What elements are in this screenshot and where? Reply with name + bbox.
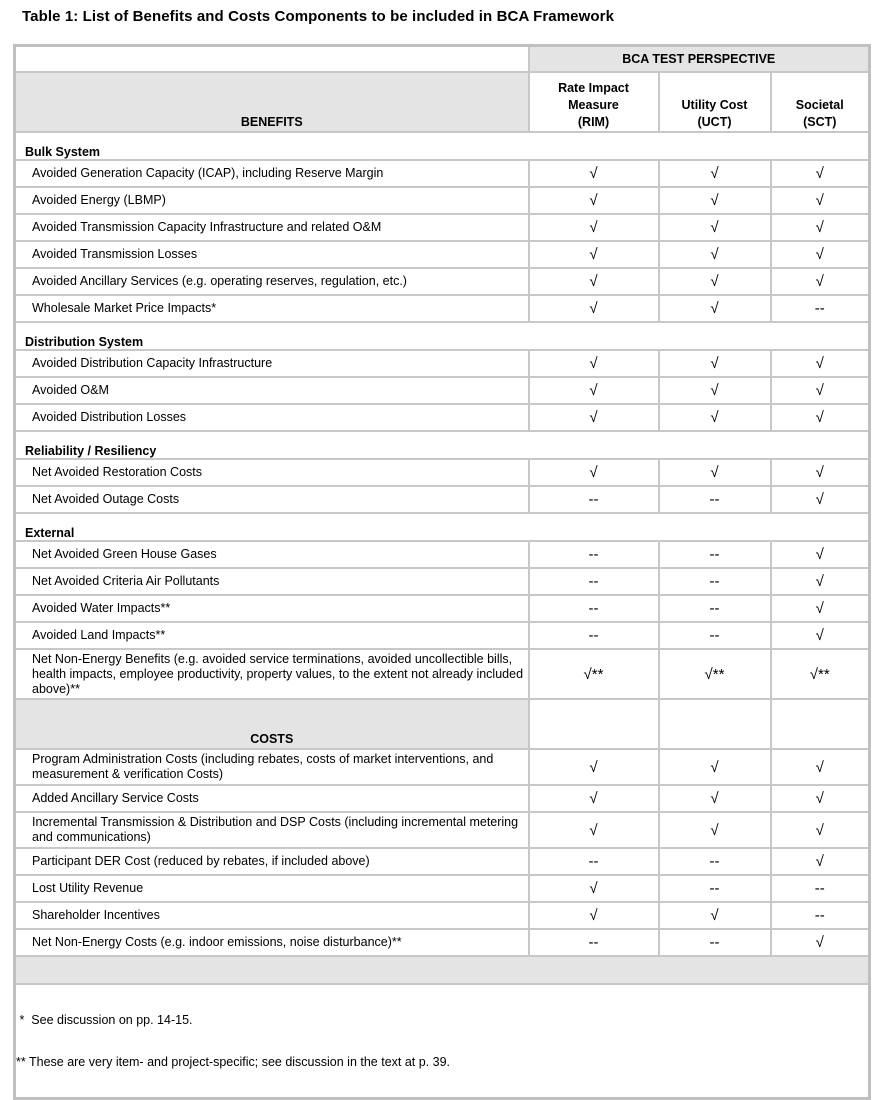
component-label: Participant DER Cost (reduced by rebates, if included above) <box>15 848 529 875</box>
component-label: Net Avoided Criteria Air Pollutants <box>15 568 529 595</box>
check-mark-icon: √ <box>659 812 771 848</box>
check-mark-icon: √ <box>771 785 870 812</box>
component-label: Avoided O&M <box>15 377 529 404</box>
not-applicable-mark: -- <box>659 929 771 956</box>
check-mark-icon: √ <box>529 214 659 241</box>
table-row <box>15 459 870 486</box>
check-mark-icon: √ <box>659 902 771 929</box>
component-label: Avoided Water Impacts** <box>15 595 529 622</box>
not-applicable-mark: -- <box>659 595 771 622</box>
column-header-line: Measure <box>568 98 619 112</box>
component-label: Avoided Transmission Losses <box>15 241 529 268</box>
check-mark-icon: √ <box>659 214 771 241</box>
check-mark-icon: √ <box>659 241 771 268</box>
not-applicable-mark: -- <box>529 595 659 622</box>
check-mark-icon: √ <box>771 486 870 513</box>
check-mark-icon: √ <box>659 350 771 377</box>
not-applicable-mark: -- <box>529 568 659 595</box>
component-label: Lost Utility Revenue <box>15 875 529 902</box>
check-mark-icon: √ <box>529 160 659 187</box>
table-row <box>15 902 870 929</box>
check-mark-icon: √ <box>771 350 870 377</box>
component-label: Avoided Generation Capacity (ICAP), including Reserve Margin <box>15 160 529 187</box>
table-row <box>15 295 870 322</box>
column-header-line: (RIM) <box>577 115 610 129</box>
table-row <box>15 568 870 595</box>
check-mark-icon: √ <box>659 160 771 187</box>
check-mark-icon: √ <box>771 929 870 956</box>
table-row <box>15 377 870 404</box>
column-header-sct <box>771 72 870 132</box>
check-mark-icon: √ <box>771 848 870 875</box>
check-mark-icon: √ <box>659 268 771 295</box>
section-header-row <box>15 322 870 350</box>
table-row <box>15 214 870 241</box>
check-mark-icon: √ <box>659 377 771 404</box>
section-title: External <box>15 513 870 541</box>
component-label: Avoided Transmission Capacity Infrastructure and related O&M <box>15 214 529 241</box>
costs-header: COSTS <box>15 699 529 749</box>
check-mark-icon: √** <box>771 649 870 699</box>
header-blank-cell <box>15 46 529 73</box>
column-header-rim <box>529 72 659 132</box>
not-applicable-mark: -- <box>771 875 870 902</box>
not-applicable-mark: -- <box>659 622 771 649</box>
check-mark-icon: √ <box>771 749 870 785</box>
section-title: Bulk System <box>15 132 870 160</box>
blank-cell <box>529 699 659 749</box>
table-row <box>15 404 870 431</box>
check-mark-icon: √ <box>529 187 659 214</box>
table-row <box>15 160 870 187</box>
check-mark-icon: √ <box>771 459 870 486</box>
check-mark-icon: √ <box>659 459 771 486</box>
component-label: Incremental Transmission & Distribution and DSP Costs (including incremental metering and communications) <box>15 812 529 848</box>
not-applicable-mark: -- <box>659 875 771 902</box>
column-header-line: Utility Cost <box>681 98 748 112</box>
check-mark-icon: √ <box>771 377 870 404</box>
component-label: Shareholder Incentives <box>15 902 529 929</box>
blank-cell <box>771 699 870 749</box>
blank-cell <box>659 699 771 749</box>
check-mark-icon: √ <box>529 241 659 268</box>
footnote-single-star: * See discussion on pp. 14-15. <box>16 1013 193 1027</box>
table-row <box>15 749 870 785</box>
check-mark-icon: √ <box>659 785 771 812</box>
table-caption: Table 1: List of Benefits and Costs Components to be included in BCA Framework <box>22 8 615 25</box>
section-header-row <box>15 513 870 541</box>
check-mark-icon: √ <box>771 541 870 568</box>
component-label: Avoided Energy (LBMP) <box>15 187 529 214</box>
table-row <box>15 785 870 812</box>
check-mark-icon: √ <box>529 459 659 486</box>
not-applicable-mark: -- <box>529 848 659 875</box>
perspective-header: BCA TEST PERSPECTIVE <box>529 46 870 73</box>
not-applicable-mark: -- <box>659 541 771 568</box>
check-mark-icon: √ <box>771 187 870 214</box>
spacer-row <box>15 956 870 984</box>
check-mark-icon: √ <box>659 295 771 322</box>
footnote-double-star: ** These are very item- and project-specific; see discussion in the text at p. 39. <box>16 1055 451 1069</box>
column-header-uct <box>659 72 771 132</box>
component-label: Net Non-Energy Costs (e.g. indoor emissions, noise disturbance)** <box>15 929 529 956</box>
check-mark-icon: √ <box>771 214 870 241</box>
not-applicable-mark: -- <box>529 929 659 956</box>
component-label: Avoided Land Impacts** <box>15 622 529 649</box>
component-label: Net Avoided Outage Costs <box>15 486 529 513</box>
component-label: Wholesale Market Price Impacts* <box>15 295 529 322</box>
check-mark-icon: √ <box>529 295 659 322</box>
component-label: Net Avoided Restoration Costs <box>15 459 529 486</box>
component-label: Net Avoided Green House Gases <box>15 541 529 568</box>
check-mark-icon: √ <box>771 160 870 187</box>
column-header-line: Societal <box>795 98 844 112</box>
check-mark-icon: √ <box>529 404 659 431</box>
footnotes-row <box>15 984 870 1099</box>
footnotes-cell <box>15 984 870 1099</box>
component-label: Avoided Distribution Capacity Infrastructure <box>15 350 529 377</box>
component-label: Program Administration Costs (including rebates, costs of market interventions, and measurement & verification Costs) <box>15 749 529 785</box>
table-row <box>15 848 870 875</box>
check-mark-icon: √ <box>529 875 659 902</box>
check-mark-icon: √ <box>771 268 870 295</box>
component-label: Avoided Distribution Losses <box>15 404 529 431</box>
check-mark-icon: √ <box>659 187 771 214</box>
component-label: Added Ancillary Service Costs <box>15 785 529 812</box>
table-row <box>15 875 870 902</box>
check-mark-icon: √ <box>771 812 870 848</box>
section-header-row <box>15 132 870 160</box>
table-row <box>15 595 870 622</box>
benefits-header: BENEFITS <box>15 72 529 132</box>
not-applicable-mark: -- <box>659 848 771 875</box>
not-applicable-mark: -- <box>529 541 659 568</box>
column-header-line: Rate Impact <box>558 81 629 95</box>
not-applicable-mark: -- <box>529 622 659 649</box>
check-mark-icon: √ <box>771 568 870 595</box>
not-applicable-mark: -- <box>771 295 870 322</box>
check-mark-icon: √ <box>529 377 659 404</box>
column-header-line: (SCT) <box>803 115 837 129</box>
check-mark-icon: √ <box>529 749 659 785</box>
check-mark-icon: √ <box>529 350 659 377</box>
table-row <box>15 929 870 956</box>
check-mark-icon: √ <box>771 404 870 431</box>
component-label: Avoided Ancillary Services (e.g. operating reserves, regulation, etc.) <box>15 268 529 295</box>
check-mark-icon: √ <box>529 902 659 929</box>
check-mark-icon: √ <box>529 812 659 848</box>
table-row <box>15 649 870 699</box>
check-mark-icon: √ <box>529 785 659 812</box>
not-applicable-mark: -- <box>771 902 870 929</box>
check-mark-icon: √ <box>771 241 870 268</box>
component-label: Net Non-Energy Benefits (e.g. avoided service terminations, avoided uncollectible bills, health impacts, employee productivity, property values, to the extent not already included above)** <box>15 649 529 699</box>
table-row <box>15 622 870 649</box>
benefits-body <box>15 132 870 699</box>
table-row <box>15 486 870 513</box>
check-mark-icon: √** <box>529 649 659 699</box>
section-title: Reliability / Resiliency <box>15 431 870 459</box>
not-applicable-mark: -- <box>659 486 771 513</box>
table-row <box>15 812 870 848</box>
column-header-line: (UCT) <box>697 115 732 129</box>
check-mark-icon: √** <box>659 649 771 699</box>
not-applicable-mark: -- <box>659 568 771 595</box>
check-mark-icon: √ <box>771 622 870 649</box>
spacer-cell <box>15 956 870 984</box>
check-mark-icon: √ <box>659 749 771 785</box>
costs-body <box>15 699 870 956</box>
table-row <box>15 541 870 568</box>
section-header-row <box>15 431 870 459</box>
check-mark-icon: √ <box>659 404 771 431</box>
check-mark-icon: √ <box>529 268 659 295</box>
section-title: Distribution System <box>15 322 870 350</box>
table-row <box>15 241 870 268</box>
table-row <box>15 350 870 377</box>
check-mark-icon: √ <box>771 595 870 622</box>
not-applicable-mark: -- <box>529 486 659 513</box>
bca-components-table <box>13 44 871 1100</box>
table-row <box>15 268 870 295</box>
table-row <box>15 187 870 214</box>
